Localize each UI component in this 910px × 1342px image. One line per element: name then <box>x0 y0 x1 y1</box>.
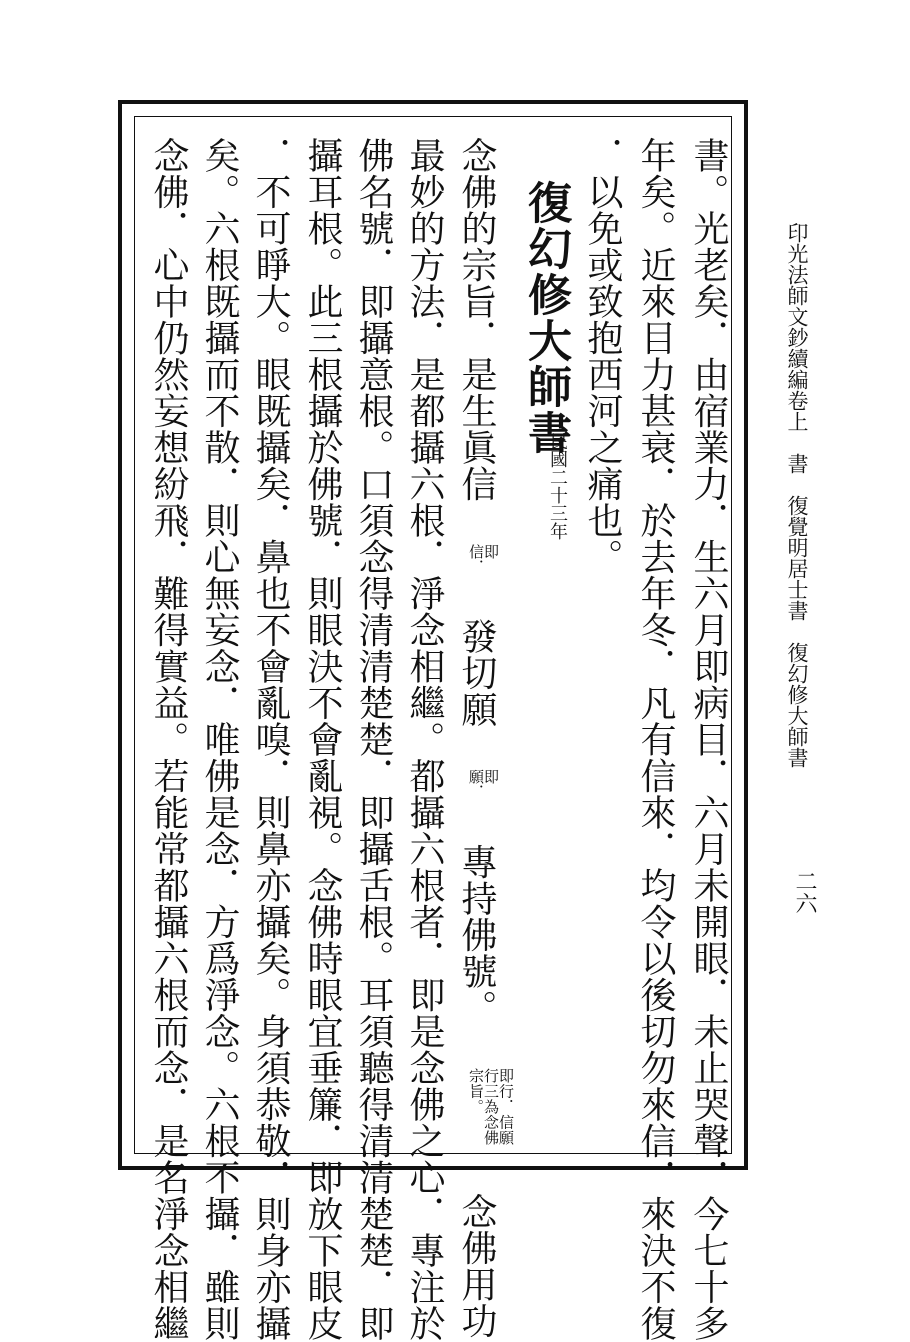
letter-line-3: 佛名號．即攝意根。口須念得清清楚楚．即攝舌根。耳須聽得清清楚楚．即 <box>353 137 394 1342</box>
letter-line-7: 念佛．心中仍然妄想紛飛．難得實益。若能常都攝六根而念．是名淨念相繼 <box>148 137 189 1342</box>
letter-line-4: 攝耳根。此三根攝於佛號．則眼決不會亂視。念佛時眼宜垂簾．即放下眼皮 <box>302 137 343 1342</box>
prev-letter-line-1: 書。光老矣．由宿業力．生六月即病目．六月未開眼．未止哭聲．今七十多 <box>688 137 729 1342</box>
letter-title: 復幻修大師書 <box>520 180 571 456</box>
line1-segment-d: 念佛用功 <box>456 1193 497 1339</box>
annotation-faith: 即信． <box>467 543 500 575</box>
letter-line-6: 矣。六根既攝而不散．則心無妄念．唯佛是念．方爲淨念。六根不攝．雖則 <box>199 137 240 1342</box>
line1-segment-c: 專持佛號。 <box>456 843 497 1026</box>
prev-letter-line-2: 年矣。近來目力甚衰．於去年冬．凡有信來．均令以後切勿來信．來決不復 <box>635 137 676 1342</box>
annotation-vow: 即願． <box>467 769 500 800</box>
letter-line-2: 最妙的方法．是都攝六根．淨念相繼。都攝六根者．即是念佛之心．專注於 <box>404 137 445 1342</box>
letter-line-5: ．不可睜大。眼既攝矣．鼻也不會亂嗅．則鼻亦攝矣。身須恭敬．則身亦攝 <box>250 137 291 1342</box>
letter-line-1 <box>458 137 513 1339</box>
page-number: 二六 <box>792 870 817 914</box>
annotation-practice: 即行．信願行三為念佛宗旨。 <box>467 1067 515 1145</box>
line1-segment-a: 念佛的宗旨．是生眞信 <box>456 137 497 502</box>
letter-date: 民國二十三年 <box>547 432 568 540</box>
prev-letter-line-3: ．以免或致抱西河之痛也。 <box>582 137 623 575</box>
running-header: 印光法師文鈔續編卷上 書 復覺明居士書 復幻修大師書 <box>785 222 809 768</box>
line1-segment-b: 發切願 <box>456 618 497 728</box>
